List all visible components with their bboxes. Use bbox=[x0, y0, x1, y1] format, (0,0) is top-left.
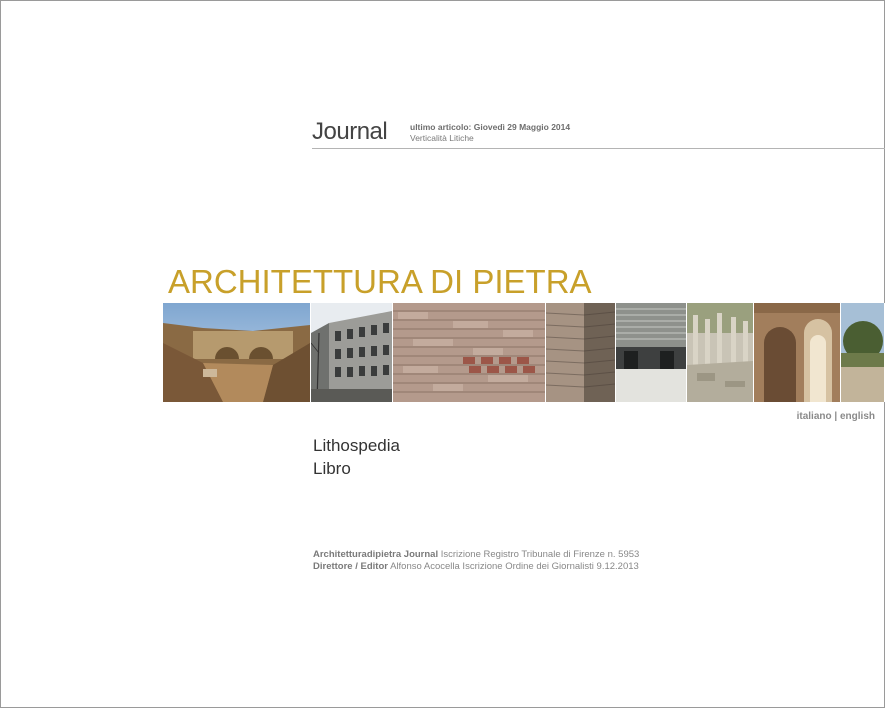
language-switcher bbox=[797, 411, 875, 422]
main-nav bbox=[313, 434, 400, 480]
journal-header bbox=[312, 118, 885, 149]
photo-strip bbox=[163, 303, 885, 402]
footer-line-editor bbox=[313, 561, 639, 573]
lang-separator: | bbox=[834, 411, 838, 422]
latest-article-label: ultimo articolo: Giovedì 29 Maggio 2014 bbox=[410, 122, 571, 132]
lang-italian-link[interactable]: italiano bbox=[796, 411, 832, 422]
site-title: ARCHITETTURA DI PIETRA bbox=[168, 263, 592, 300]
footer-journal-name: Architetturadipietra Journal bbox=[313, 549, 439, 560]
nav-libro-link[interactable]: Libro bbox=[313, 459, 351, 478]
photo-stone-arches bbox=[754, 303, 840, 402]
photo-brick-wall bbox=[393, 303, 545, 402]
lang-english-link[interactable]: english bbox=[839, 411, 875, 422]
photo-ruins-excavation bbox=[163, 303, 310, 402]
photo-ancient-columns bbox=[687, 303, 753, 402]
journal-title-link[interactable]: Journal bbox=[312, 118, 388, 145]
photo-stone-facade bbox=[616, 303, 686, 402]
footer-line-registration bbox=[313, 549, 639, 561]
photo-stone-corner bbox=[546, 303, 615, 402]
photo-modern-building bbox=[311, 303, 392, 402]
footer-editor-label: Direttore / Editor bbox=[313, 561, 388, 572]
footer-credits bbox=[313, 549, 639, 573]
footer-editor-text: Alfonso Acocella Iscrizione Ordine dei Giornalisti 9.12.2013 bbox=[390, 561, 639, 572]
photo-landscape-ruin bbox=[841, 303, 884, 402]
latest-article-link[interactable]: Verticalità Litiche bbox=[410, 133, 474, 143]
nav-lithospedia-link[interactable]: Lithospedia bbox=[313, 436, 400, 455]
footer-registration-text: Iscrizione Registro Tribunale di Firenze n. 5953 bbox=[440, 549, 640, 560]
